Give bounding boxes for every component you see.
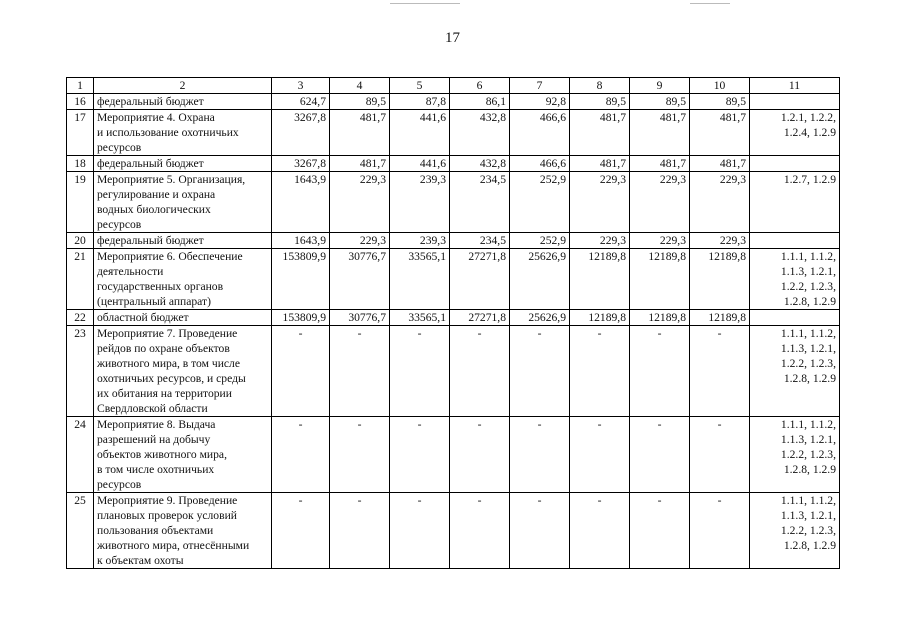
row-number-cell: 24	[67, 417, 94, 493]
column-number-cell: 5	[390, 78, 450, 94]
target-indicator-line: 1.2.8, 1.2.9	[783, 372, 836, 385]
amount-cell: 229,3	[690, 233, 750, 249]
measure-name-cell	[94, 326, 272, 417]
row-number-cell: 23	[67, 326, 94, 417]
amount-cell: -	[450, 326, 510, 417]
amount-cell: -	[272, 326, 330, 417]
column-number-cell: 4	[330, 78, 390, 94]
target-indicators-cell	[750, 326, 840, 417]
amount-cell: 89,5	[630, 94, 690, 110]
amount-cell: -	[570, 493, 630, 569]
target-indicators-cell	[750, 249, 840, 310]
amount-cell: 229,3	[570, 233, 630, 249]
target-indicator-line: 1.2.8, 1.2.9	[783, 463, 836, 476]
amount-cell: 229,3	[630, 172, 690, 233]
measure-name-cell	[94, 110, 272, 156]
target-indicator-line: 1.2.8, 1.2.9	[783, 295, 836, 308]
column-number-cell: 1	[67, 78, 94, 94]
amount-cell: 33565,1	[390, 249, 450, 310]
target-indicators-cell	[750, 110, 840, 156]
amount-cell: 441,6	[390, 156, 450, 172]
amount-cell: 12189,8	[690, 249, 750, 310]
amount-cell: -	[510, 493, 570, 569]
amount-cell: 239,3	[390, 172, 450, 233]
amount-cell: -	[450, 493, 510, 569]
amount-cell: 481,7	[330, 156, 390, 172]
column-number-cell: 2	[94, 78, 272, 94]
measures-table	[66, 77, 840, 569]
measure-name-line: животного мира, отнесёнными	[97, 539, 250, 552]
target-indicator-line: 1.1.3, 1.2.1,	[780, 342, 836, 355]
table-body	[67, 78, 840, 569]
table-row	[67, 94, 840, 110]
amount-cell: 481,7	[570, 156, 630, 172]
column-number-header-row	[67, 78, 840, 94]
measure-name-line: к объектам охоты	[97, 554, 184, 567]
measure-name-line: регулирование и охрана	[97, 188, 216, 201]
table-row	[67, 310, 840, 326]
amount-cell: -	[630, 417, 690, 493]
row-number-cell: 25	[67, 493, 94, 569]
measure-name-line: плановых проверок условий	[97, 509, 237, 522]
measure-name-line: охотничьих ресурсов, и среды	[97, 372, 246, 385]
amount-cell: 481,7	[570, 110, 630, 156]
measure-name-line: ресурсов	[97, 141, 142, 154]
amount-cell: 234,5	[450, 233, 510, 249]
measure-name-line: областной бюджет	[97, 311, 189, 324]
amount-cell: 33565,1	[390, 310, 450, 326]
amount-cell: -	[690, 493, 750, 569]
column-number-cell: 10	[690, 78, 750, 94]
measure-name-line: водных биологических	[97, 203, 211, 216]
column-number-cell: 8	[570, 78, 630, 94]
measure-name-line: разрешений на добычу	[97, 433, 211, 446]
target-indicators-cell	[750, 172, 840, 233]
measure-name-cell	[94, 249, 272, 310]
amount-cell: 12189,8	[570, 310, 630, 326]
measure-name-line: рейдов по охране объектов	[97, 342, 230, 355]
row-number-cell: 16	[67, 94, 94, 110]
measure-name-line: федеральный бюджет	[97, 95, 204, 108]
measure-name-line: Свердловской области	[97, 402, 208, 415]
column-number-cell: 9	[630, 78, 690, 94]
target-indicator-line: 1.1.1, 1.1.2,	[780, 418, 836, 431]
column-number-cell: 7	[510, 78, 570, 94]
column-number-cell: 3	[272, 78, 330, 94]
measure-name-line: и использование охотничьих	[97, 126, 239, 139]
measure-name-line: их обитания на территории	[97, 387, 232, 400]
amount-cell: 432,8	[450, 156, 510, 172]
amount-cell: 481,7	[330, 110, 390, 156]
target-indicators-cell	[750, 310, 840, 326]
amount-cell: 229,3	[570, 172, 630, 233]
amount-cell: 229,3	[690, 172, 750, 233]
table-row	[67, 172, 840, 233]
target-indicators-cell	[750, 156, 840, 172]
amount-cell: 89,5	[570, 94, 630, 110]
amount-cell: 30776,7	[330, 310, 390, 326]
amount-cell: 466,6	[510, 110, 570, 156]
measure-name-line: (центральный аппарат)	[97, 295, 211, 308]
amount-cell: 30776,7	[330, 249, 390, 310]
amount-cell: 481,7	[690, 156, 750, 172]
measure-name-cell	[94, 417, 272, 493]
target-indicator-line: 1.1.1, 1.1.2,	[780, 250, 836, 263]
amount-cell: 229,3	[330, 233, 390, 249]
amount-cell: -	[630, 326, 690, 417]
amount-cell: 3267,8	[272, 110, 330, 156]
amount-cell: -	[330, 326, 390, 417]
measure-name-line: объектов животного мира,	[97, 448, 227, 461]
amount-cell: -	[690, 417, 750, 493]
amount-cell: -	[510, 417, 570, 493]
amount-cell: 234,5	[450, 172, 510, 233]
amount-cell: -	[330, 417, 390, 493]
amount-cell: 92,8	[510, 94, 570, 110]
measure-name-line: Мероприятие 7. Проведение	[97, 327, 238, 340]
measure-name-line: Мероприятие 4. Охрана	[97, 111, 215, 124]
amount-cell: -	[450, 417, 510, 493]
target-indicators-cell	[750, 493, 840, 569]
table-row	[67, 110, 840, 156]
amount-cell: 12189,8	[690, 310, 750, 326]
target-indicator-line: 1.1.3, 1.2.1,	[780, 509, 836, 522]
amount-cell: -	[330, 493, 390, 569]
amount-cell: 481,7	[690, 110, 750, 156]
row-number-cell: 20	[67, 233, 94, 249]
row-number-cell: 17	[67, 110, 94, 156]
amount-cell: 25626,9	[510, 249, 570, 310]
column-number-cell: 11	[750, 78, 840, 94]
table-row	[67, 493, 840, 569]
amount-cell: -	[630, 493, 690, 569]
row-number-cell: 21	[67, 249, 94, 310]
row-number-cell: 19	[67, 172, 94, 233]
measure-name-cell	[94, 172, 272, 233]
measure-name-cell	[94, 310, 272, 326]
amount-cell: 1643,9	[272, 233, 330, 249]
row-number-cell: 18	[67, 156, 94, 172]
amount-cell: 481,7	[630, 110, 690, 156]
amount-cell: 3267,8	[272, 156, 330, 172]
target-indicator-line: 1.2.2, 1.2.3,	[780, 448, 836, 461]
amount-cell: -	[690, 326, 750, 417]
measure-name-line: животного мира, в том числе	[97, 357, 240, 370]
row-number-cell: 22	[67, 310, 94, 326]
amount-cell: -	[570, 417, 630, 493]
measure-name-line: пользования объектами	[97, 524, 214, 537]
amount-cell: 229,3	[330, 172, 390, 233]
measure-name-line: Мероприятие 9. Проведение	[97, 494, 238, 507]
measure-name-cell	[94, 156, 272, 172]
target-indicator-line: 1.1.1, 1.1.2,	[780, 327, 836, 340]
target-indicator-line: 1.2.4, 1.2.9	[783, 126, 836, 139]
amount-cell: -	[570, 326, 630, 417]
measure-name-line: Мероприятие 5. Организация,	[97, 173, 246, 186]
target-indicator-line: 1.1.3, 1.2.1,	[780, 265, 836, 278]
measure-name-cell	[94, 233, 272, 249]
measure-name-cell	[94, 493, 272, 569]
measure-name-line: Мероприятие 8. Выдача	[97, 418, 216, 431]
table-row	[67, 417, 840, 493]
target-indicator-line: 1.1.1, 1.1.2,	[780, 494, 836, 507]
amount-cell: 1643,9	[272, 172, 330, 233]
amount-cell: 12189,8	[570, 249, 630, 310]
column-number-cell: 6	[450, 78, 510, 94]
amount-cell: -	[510, 326, 570, 417]
table-row	[67, 326, 840, 417]
amount-cell: -	[390, 326, 450, 417]
amount-cell: 252,9	[510, 233, 570, 249]
measure-name-line: деятельности	[97, 265, 164, 278]
amount-cell: 27271,8	[450, 249, 510, 310]
measure-name-line: Мероприятие 6. Обеспечение	[97, 250, 243, 263]
measure-name-line: федеральный бюджет	[97, 157, 204, 170]
amount-cell: 229,3	[630, 233, 690, 249]
amount-cell: 252,9	[510, 172, 570, 233]
amount-cell: -	[390, 493, 450, 569]
target-indicators-cell	[750, 94, 840, 110]
amount-cell: 481,7	[630, 156, 690, 172]
amount-cell: 239,3	[390, 233, 450, 249]
scan-artifact	[390, 3, 460, 4]
amount-cell: 27271,8	[450, 310, 510, 326]
amount-cell: 12189,8	[630, 310, 690, 326]
amount-cell: 153809,9	[272, 249, 330, 310]
target-indicator-line: 1.2.2, 1.2.3,	[780, 280, 836, 293]
target-indicators-cell	[750, 417, 840, 493]
measure-name-line: ресурсов	[97, 218, 142, 231]
amount-cell: -	[390, 417, 450, 493]
amount-cell: 432,8	[450, 110, 510, 156]
measure-name-line: федеральный бюджет	[97, 234, 204, 247]
page-number: 17	[445, 30, 460, 46]
amount-cell: 441,6	[390, 110, 450, 156]
target-indicator-line: 1.2.2, 1.2.3,	[780, 524, 836, 537]
amount-cell: 89,5	[690, 94, 750, 110]
amount-cell: 25626,9	[510, 310, 570, 326]
target-indicator-line: 1.2.1, 1.2.2,	[780, 111, 836, 124]
amount-cell: -	[272, 493, 330, 569]
target-indicator-line: 1.2.8, 1.2.9	[783, 539, 836, 552]
amount-cell: 12189,8	[630, 249, 690, 310]
amount-cell: 86,1	[450, 94, 510, 110]
amount-cell: -	[272, 417, 330, 493]
table-row	[67, 233, 840, 249]
measure-name-line: государственных органов	[97, 280, 224, 293]
measure-name-line: ресурсов	[97, 478, 142, 491]
amount-cell: 624,7	[272, 94, 330, 110]
amount-cell: 89,5	[330, 94, 390, 110]
target-indicator-line: 1.2.7, 1.2.9	[783, 173, 836, 186]
amount-cell: 87,8	[390, 94, 450, 110]
scan-artifact	[690, 3, 730, 4]
table-row	[67, 156, 840, 172]
amount-cell: 153809,9	[272, 310, 330, 326]
measure-name-cell	[94, 94, 272, 110]
amount-cell: 466,6	[510, 156, 570, 172]
target-indicator-line: 1.2.2, 1.2.3,	[780, 357, 836, 370]
table-row	[67, 249, 840, 310]
target-indicators-cell	[750, 233, 840, 249]
target-indicator-line: 1.1.3, 1.2.1,	[780, 433, 836, 446]
measure-name-line: в том числе охотничьих	[97, 463, 215, 476]
